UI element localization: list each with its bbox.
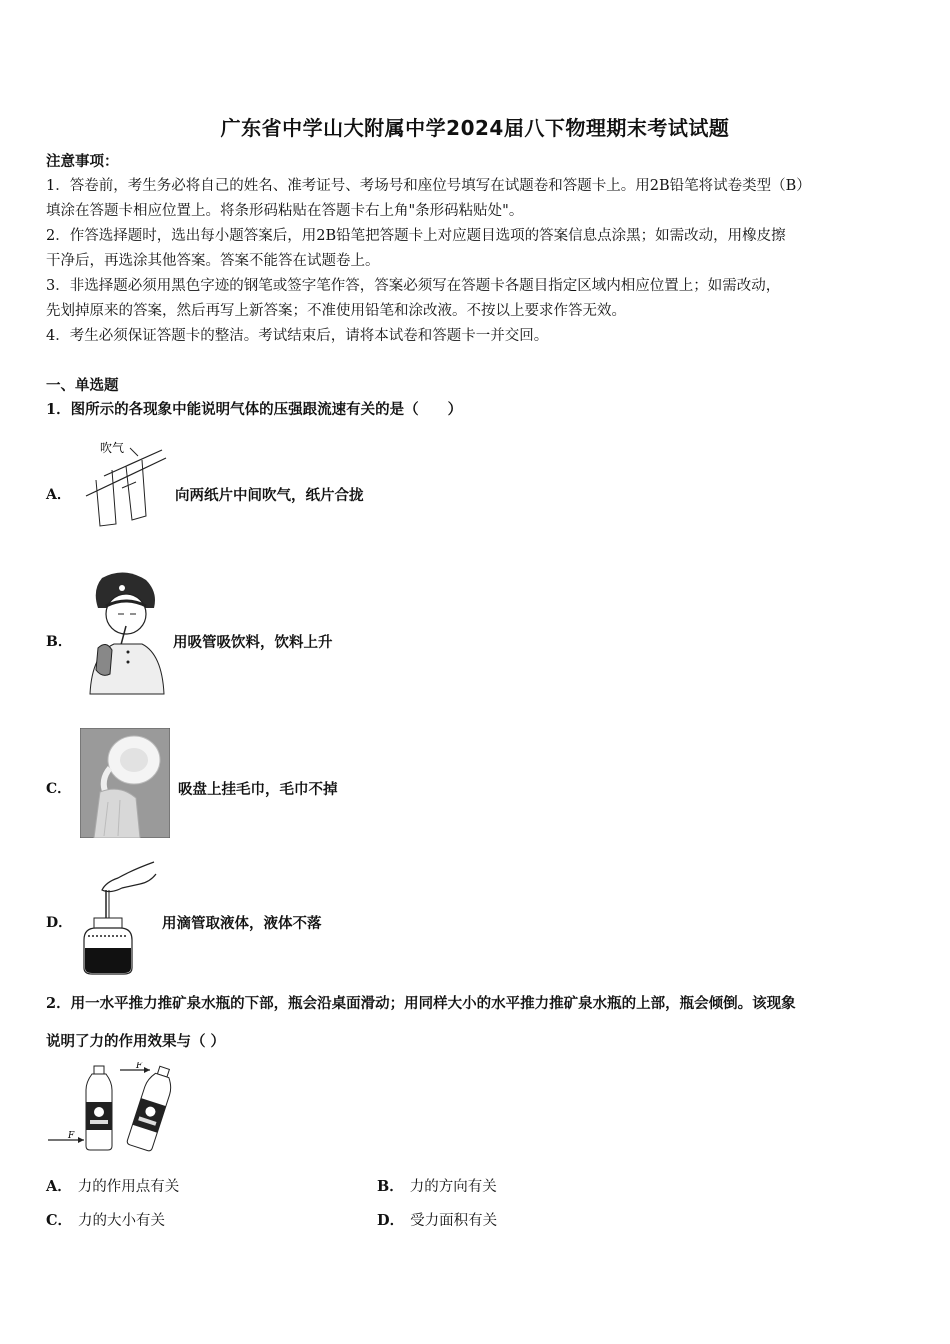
- dropper-figure: [80, 860, 158, 978]
- q2-option-c: [46, 1209, 165, 1230]
- q1-option-c-label: C．: [46, 781, 72, 797]
- notice-line: 1．答卷前，考生务必将自己的姓名、准考证号、考场号和座位号填写在试题卷和答题卡上。用2B铅笔将试卷类型（B）: [46, 178, 811, 194]
- blow-label: 吹气: [100, 441, 125, 455]
- q2-option-b-label: B．: [377, 1178, 404, 1195]
- notice-heading: 注意事项：: [46, 153, 119, 170]
- question-2-stem-line2: 说明了力的作用效果与（ ）: [46, 1033, 226, 1050]
- notice-line: 干净后，再选涂其他答案。答案不能答在试题卷上。: [46, 253, 380, 269]
- water-bottles-figure: [46, 1062, 186, 1152]
- q2-option-a-label: A．: [46, 1178, 72, 1195]
- blowing-paper-figure: [82, 436, 172, 528]
- q2-option-b-text: 力的方向有关: [409, 1179, 497, 1195]
- question-2-stem-line1: 2．用一水平推力推矿泉水瓶的下部，瓶会沿桌面滑动；用同样大小的水平推力推矿泉水瓶的上部，瓶会倾倒。该现象: [46, 995, 796, 1012]
- q1-option-d-label: D．: [46, 915, 73, 931]
- q1-option-a-label: A．: [46, 487, 71, 503]
- q2-option-a: [46, 1175, 179, 1196]
- q2-option-d: [377, 1209, 497, 1230]
- notice-line: 2．作答选择题时，选出每小题答案后，用2B铅笔把答题卡上对应题目选项的答案信息点涂黑；如需改动，用橡皮擦: [46, 228, 786, 244]
- q1-option-c-text: 吸盘上挂毛巾，毛巾不掉: [178, 781, 338, 798]
- notice-line: 3．非选择题必须用黑色字迹的钢笔或签字笔作答，答案必须写在答题卡各题目指定区域内相应位置上；如需改动，: [46, 278, 781, 294]
- q1-option-a-text: 向两纸片中间吹气，纸片合拢: [175, 487, 364, 504]
- q1-option-b-text: 用吸管吸饮料，饮料上升: [173, 634, 333, 651]
- notice-line: 4．考生必须保证答题卡的整洁。考试结束后，请将本试卷和答题卡一并交回。: [46, 328, 549, 344]
- q2-option-c-label: C．: [46, 1212, 73, 1229]
- q2-option-d-text: 受力面积有关: [410, 1213, 498, 1229]
- force-label-top: F: [136, 1062, 143, 1071]
- q2-option-b: [377, 1175, 497, 1196]
- q2-option-a-text: 力的作用点有关: [77, 1179, 180, 1195]
- q2-option-c-text: 力的大小有关: [78, 1213, 166, 1229]
- notice-line: 填涂在答题卡相应位置上。将条形码粘贴在答题卡右上角"条形码粘贴处"。: [46, 203, 524, 219]
- q1-option-b-label: B．: [46, 634, 72, 650]
- question-1-stem: 1．图所示的各现象中能说明气体的压强跟流速有关的是（ ）: [46, 401, 463, 418]
- q1-option-d-text: 用滴管取液体，液体不落: [162, 915, 322, 932]
- section-heading: 一、单选题: [46, 377, 119, 394]
- force-label-bottom: F: [68, 1131, 75, 1141]
- q2-option-d-label: D．: [377, 1212, 405, 1229]
- notice-line: 先划掉原来的答案，然后再写上新答案；不准使用铅笔和涂改液。不按以上要求作答无效。: [46, 303, 626, 319]
- page-title: 广东省中学山大附属中学2024届八下物理期末考试试题: [220, 116, 730, 140]
- suction-cup-figure: [80, 728, 170, 838]
- girl-straw-figure: [84, 570, 168, 698]
